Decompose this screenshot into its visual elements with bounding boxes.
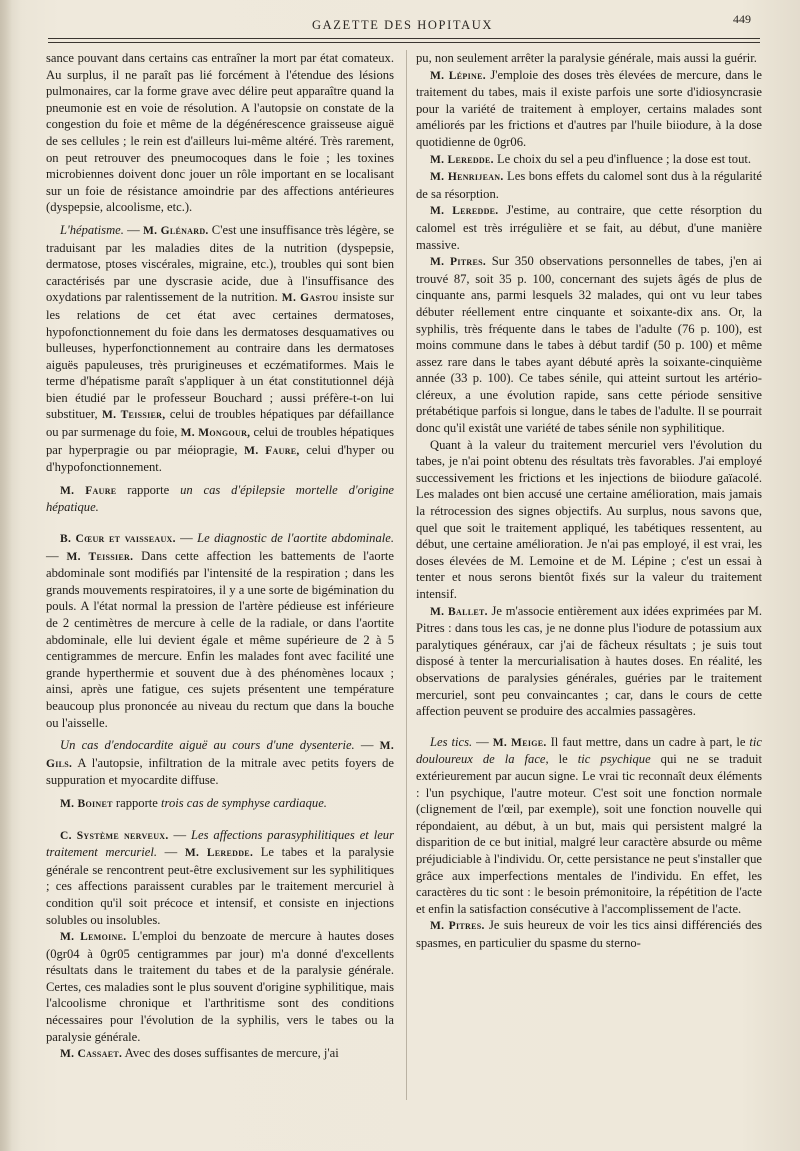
report-title: Les affections parasyphilitiques et leur traitement mercuriel.: [46, 827, 394, 860]
author-name: M. Pitres.: [430, 256, 487, 269]
author-name: M. Cassaet.: [60, 1048, 123, 1061]
paragraph-lemoine: M. Lemoine. L'emploi du benzoate de mercure à hautes doses (0gr04 à 0gr05 centigrammes par jour) m'a donné d'excellents résultats dans le traitement du tabes et de la paralysie générale. Certes, ces maladies sont le plus souvent d'origine syphilitique, mais l'alcoolisme chronique et l'arthritisme sont des conditions nécessaires pour l'évolution de la syphilis, vers le tabes ou la paralysie générale.: [46, 929, 394, 1044]
header-rule: [48, 38, 760, 39]
author-name: M. Lépine.: [430, 69, 486, 82]
paragraph: pu, non seulement arrêter la paralysie générale, mais aussi la guérir.: [416, 51, 757, 65]
section-title: Les tics.: [430, 734, 473, 749]
page-number: 449: [733, 12, 751, 26]
section-heading: B. Cœur et vaisseaux.: [60, 533, 176, 546]
paragraph-boinet: M. Boinet rapporte trois cas de symphyse cardiaque.: [60, 795, 327, 810]
paragraph-faure: M. Faure rapporte un cas d'épilepsie mortelle d'origine hépatique.: [46, 482, 394, 515]
author-name: M. Gastou: [281, 292, 339, 305]
paragraph: sance pouvant dans certains cas entraîner la mort par état comateux. Au surplus, il ne paraît pas lié forcément à l'étendue des lésions pulmonaires, car la forme grave avec délire peut apparaître quand la pneumonie est en voie de résolution. A l'autopsie on constate de la congestion du foie et même de la dégénérescence graisseuse aiguë de ses cellules ; le rein est d'ailleurs lui-même altéré. Très rarement, on peut retrouver des pneumocoques dans le foie ; les toxines microbiennes doivent donc jouer un rôle important en se localisant sur un foie de résistance amoindrie par des affections antérieures (dyspepsie, alcoolisme, etc.).: [46, 51, 394, 215]
author-name: M. Gils.: [46, 740, 395, 770]
report-title: Le diagnostic de l'aortite abdominale.: [197, 531, 394, 546]
journal-title: GAZETTE DES HOPITAUX: [312, 18, 493, 32]
paragraph-leredde: M. Leredde. Le choix du sel a peu d'influence ; la dose est tout.: [430, 151, 752, 166]
author-name: M. Lemoine.: [60, 931, 127, 944]
paragraph-leredde-2: M. Leredde. J'estime, au contraire, que cette résorption du calomel est très irrégulière et se fait, au début, d'une manière massive.: [416, 203, 763, 252]
author-name: M. Glénard.: [142, 224, 209, 237]
paragraph-lepine: M. Lépine. J'emploie des doses très élevées de mercure, dans le traitement du tabes, mais il existe parfois une sorte d'idiosyncrasie pour la variété de traitement à employer, certains malades sont améliorés par les frictions et d'autres par l'huile biiodure, à la dose quotidienne de 0gr06.: [416, 67, 762, 149]
paragraph-coeur: B. Cœur et vaisseaux. — Le diagnostic de l'aortite abdominale. — M. Teissier. Dans cette affection les battements de l'aorte abdominale sont modifiés par l'intensité de la respiration ; dans les grands mouvements respiratoires, il y a une sorte de bigémination du pouls. A l'état normal la pression de l'artère pédieuse est inférieure de 2 centimètres de mercure à celle de la radiale, or dans l'aortite abdominale, elle lui devient égale et même supérieure de 2 à 5 centigrammes de mercure. Enfin les malades font avec facilité une grande hyperthermie et souvent due à des phénomènes locaux ; ainsi, après une fatigue, ces sujets présentent une température beaucoup plus prononcée au niveau du rectum que dans la bouche ou l'aisselle.: [46, 531, 394, 730]
paragraph-ballet: M. Ballet. Je m'associe entièrement aux idées exprimées par M. Pitres : dans tous les cas, je ne donne plus l'iodure de potassium aux paralytiques généraux, car j'ai de fâcheux résultats ; je suis tout disposé à tenter la mercurialisation à hautes doses. En réalité, les observations de paralysies générales, guéries par le traitement mercuriel, sont peu convaincantes ; car, dans le cours de cette affection peuvent se produire des accalmies passagères.: [416, 603, 762, 719]
section-heading: C. Système nerveux.: [60, 829, 169, 842]
term: tic psychique: [577, 752, 651, 767]
paragraph-endocardite: Un cas d'endocardite aiguë au cours d'une dysenterie. — M. Gils. A l'autopsie, infiltration de la mitrale avec petits foyers de suppuration et myocardite diffuse.: [46, 738, 395, 788]
author-name: M. Mongour,: [180, 427, 251, 440]
author-name: M. Faure: [60, 484, 117, 497]
right-column: [416, 50, 762, 951]
paragraph-cassaet: M. Cassaet. Avec des doses suffisantes de mercure, j'ai: [60, 1046, 339, 1061]
paragraph-pitres-tics: M. Pitres. Je suis heureux de voir les tics ainsi différenciés des spasmes, en particulier du spasme du sterno-: [416, 918, 762, 950]
author-name: M. Meige.: [492, 736, 547, 749]
author-name: M. Leredde.: [430, 153, 494, 166]
author-name: M. Henrijean.: [430, 171, 504, 184]
paragraph-tics: Les tics. — M. Meige. Il faut mettre, dans un cadre à part, le tic douloureux de la face, le tic psychique qui ne se traduit extérieurement par aucun signe. Le vrai tic reconnaît deux éléments : l'un psychique, l'autre moteur. C'est soit une fonction normale (clignement de l'œil, par exemple), soit une fonction nouvelle qui répondaient, au début, à un but, mais qui persistent malgré la disparition de ce but initial, malgré leur caractère absurde ou même préjudiciable à l'individu. Or, cette persistance ne peut s'installer que grâce aux imperfections mentales de l'individu. En effet, les caractères du tic sont : le besoin prémonitoire, la répétition de l'acte et enfin la satisfaction consécutive à l'accomplissement de l'acte.: [416, 734, 763, 916]
author-name: M. Pitres.: [430, 920, 485, 933]
section-title: L'hépatisme.: [60, 222, 124, 237]
author-name: M. Leredde.: [184, 847, 254, 860]
author-name: M. Ballet.: [430, 605, 488, 618]
paragraph-systeme-nerveux: C. Système nerveux. — Les affections parasyphilitiques et leur traitement mercuriel. — M. Leredde. Le tabes et la paralysie générale se rencontrent peut-être exclusivement sur les syphilitiques ; ces affections paraissent curables par le traitement mercuriel à condition qu'il soit précoce et intensif, et consiste en injections solubles ou insolubles.: [46, 827, 394, 927]
report-title: un cas d'épilepsie mortelle d'origine hépatique.: [46, 482, 394, 515]
page-header: [0, 12, 800, 32]
binding-shadow: [0, 0, 12, 1151]
author-name: M. Teissier,: [102, 409, 166, 422]
author-name: M. Leredde.: [430, 205, 499, 218]
term: tic douloureux de la face,: [416, 734, 763, 767]
report-title: trois cas de symphyse cardiaque.: [161, 795, 327, 810]
header-rule-double: [48, 42, 760, 43]
left-column: [46, 50, 394, 1063]
report-title: Un cas d'endocardite aiguë au cours d'une dysenterie.: [60, 738, 355, 753]
column-divider: [406, 50, 407, 1100]
paragraph-pitres-traitement: Quant à la valeur du traitement mercuriel vers l'évolution du tabes, je n'ai point obtenu des résultats très favorables. J'ai employé successivement les frictions et les injections de biiodure gaïacolé. Les malades ont bien accusé une certaine amélioration, mais jamais la rétrocession des signes objectifs. Au surplus, nous savons que, quel que soit le traitement appliqué, les tabétiques ressentent, au début, une certaine amélioration. Je n'ai pas employé, il est vrai, les doses élevées de M. Lemoine et de M. Lépine ; c'est un essai à tenter et nous serons bientôt fixés sur la valeur du traitement intensif.: [416, 437, 762, 601]
paragraph-pitres: M. Pitres. Sur 350 observations personnelles de tabes, j'en ai trouvé 87, soit 35 p. 100, concernant des sujets âgés de plus de cinquante ans, parmi lesquels 32 malades, qui ont vu leur tabes débuter réellement entre cinquante et soixante-dix ans. Or, la syphilis, très fréquente dans le tabes de l'adulte (76 p. 100), est moins commune dans le tabes à début tardif (50 p. 100) et même assez rare dans le tabes ayant débuté après la soixante-cinquième année (33 p. 100). Ce tabes sénile, qui atteint surtout les artério-cléreux, a une évolution rapide, sans cette période sensitive prétabétique parfois si longue, dans le tabes de l'adulte. Il se pourrait donc qu'il existât une variété de tabes sénile non syphilitique.: [416, 254, 762, 436]
author-name: M. Faure,: [244, 444, 300, 457]
paragraph-henrijean: M. Henrijean. Les bons effets du calomel sont dus à la régularité de sa résorption.: [416, 169, 762, 201]
author-name: M. Teissier.: [66, 550, 134, 563]
author-name: M. Boinet: [60, 797, 113, 810]
paragraph-hepatisme: L'hépatisme. — M. Glénard. C'est une insuffisance très légère, se traduisant par les maladies dites de la nutrition (dyspepsie, dermatose, ptoses viscérales, migraine, etc.), troubles qui sont bien caractérisés par une dyscrasie acide, due à l'insuffisance des oxydations par ralentissement de la nutrition. M. Gastou insiste sur les relations de cet état avec certaines dermatoses, hypofonctionnement du foie dans les dermatoses desquamatives ou bulleuses, hyperfonctionnement au contraire dans les dermatoses aiguës papuleuses, très prurigineuses et eczématiformes. Mais le terme d'hépatisme paraît s'appliquer à un état constitutionnel déjà bien étudié par le professeur Bouchard ; aussi préfère-t-on lui substituer, M. Teissier, celui de troubles hépatiques par défaillance ou par surmenage du foie, M. Mongour, celui de troubles hépatiques par hyperpragie ou par méiopragie, M. Faure, celui d'hyper ou d'hypofonctionnement.: [46, 222, 395, 475]
